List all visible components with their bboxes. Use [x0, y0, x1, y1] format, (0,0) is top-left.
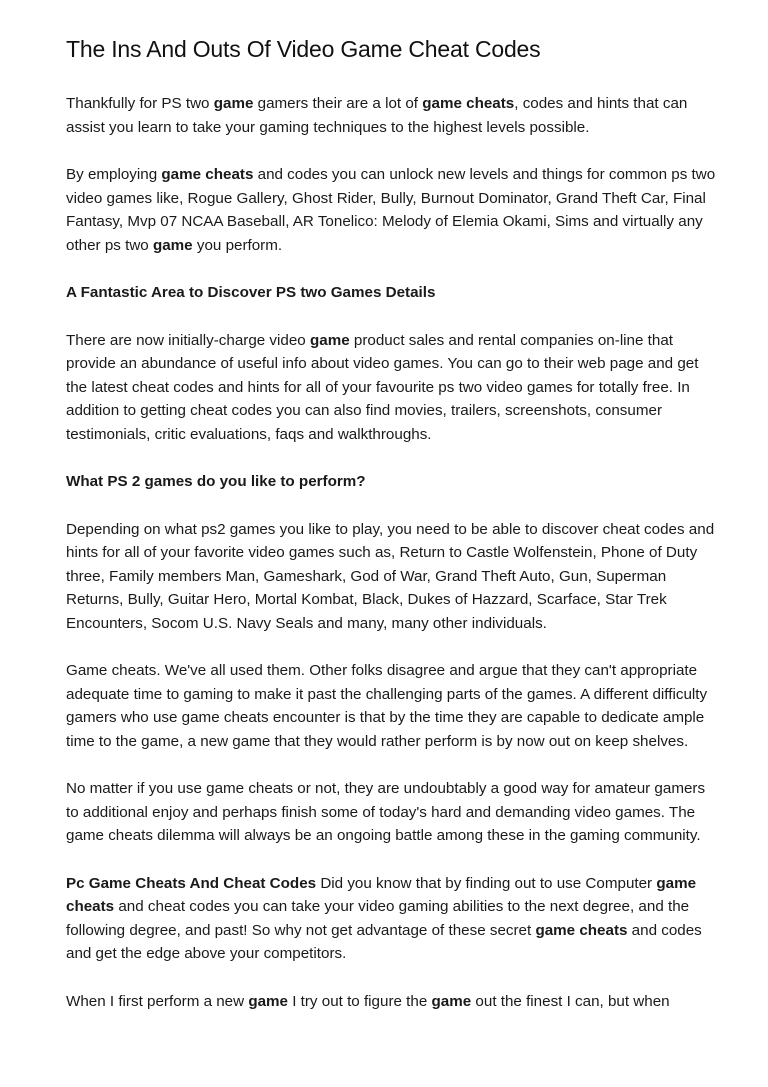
- bold-keyword: game: [213, 95, 254, 112]
- text-run: and codes and get the edge above your competitors.: [66, 921, 702, 962]
- text-run: gamers their are a lot of: [253, 95, 423, 112]
- paragraph-amateur-gamers: No matter if you use game cheats or not, they are undoubtably a good way for amateur gamers to additional enjoy and perhaps finish some of today's hard and demanding video games. The game cheats dilemma will always be an ongoing battle among these in the gaming community.: [66, 780, 706, 844]
- text-run: , codes and hints that can assist you learn to take your gaming techniques to the highest levels possible.: [66, 95, 688, 136]
- paragraph-pc-cheats: [66, 872, 718, 966]
- paragraph-intro: [66, 92, 718, 139]
- section-heading: What PS 2 games do you like to perform?: [66, 473, 366, 490]
- page-title: The Ins And Outs Of Video Game Cheat Codes: [66, 36, 541, 62]
- text-run: There are now initially-charge video: [66, 331, 310, 349]
- paragraph-game-list: [66, 163, 718, 257]
- bold-keyword: game: [152, 236, 193, 254]
- paragraph-game-cheats: Game cheats. We've all used them. Other folks disagree and argue that they can't appropriate adequate time to gaming to make it past the challenging parts of the games. A different difficulty gamers who use game cheats encounter is that by the time they are capable to dedicate ample time to the game, a new game that they would rather perform is by now out on keep shelves.: [66, 662, 708, 750]
- section-heading: A Fantastic Area to Discover PS two Games Details: [66, 284, 436, 301]
- text-run: By employing: [66, 166, 162, 183]
- bold-keyword: game cheats: [422, 95, 515, 112]
- bold-keyword: game cheats: [66, 874, 697, 915]
- text-run: and cheat codes you can take your video gaming abilities to the next degree, and the following degree, and past! So why not get advantage of these secret: [66, 898, 690, 939]
- text-run: product sales and rental companies on-line that provide an abundance of useful info about video games. You can go to their web page and get the latest cheat codes and hints for all of your favourite ps two video games for totally free. In addition to getting cheat codes you can also find movies, trailers, screenshots, consumer testimonials, critic evaluations, faqs and walkthroughs.: [66, 331, 699, 443]
- text-run: and codes you can unlock new levels and things for common ps two video games like, Rogue Gallery, Ghost Rider, Bully, Burnout Dominator, Grand Theft Car, Final Fantasy, Mvp 07 NCAA Baseball, AR Tonelico: Melody of Elemia Okami, Sims and virtually any other ps two: [66, 166, 716, 254]
- bold-keyword: game cheats: [535, 921, 628, 939]
- bold-heading-inline: Pc Game Cheats And Cheat Codes: [66, 874, 317, 892]
- text-run: When I first perform a new: [66, 992, 249, 1010]
- text-run: out the finest I can, but when: [471, 992, 670, 1010]
- text-run: I try out to figure the: [288, 992, 432, 1010]
- bold-keyword: game: [309, 331, 350, 349]
- bold-keyword: game: [248, 992, 288, 1010]
- paragraph-favorite-games: Depending on what ps2 games you like to play, you need to be able to discover cheat codes and hints for all of your favorite video games such as, Return to Castle Wolfenstein, Phone of Duty three, Family members Man, Gameshark, God of War, Grand Theft Auto, Gun, Superman Returns, Bully, Guitar Hero, Mortal Kombat, Black, Dukes of Hazzard, Scarface, Star Trek Encounters, Socom U.S. Navy Seals and many, many other individuals.: [66, 520, 715, 632]
- text-run: Thankfully for PS two: [66, 95, 214, 112]
- bold-keyword: game cheats: [161, 166, 254, 183]
- text-run: Did you know that by finding out to use Computer: [316, 874, 657, 892]
- bold-keyword: game: [431, 992, 472, 1010]
- text-run: you perform.: [192, 236, 283, 254]
- paragraph-new-game: [66, 990, 718, 1014]
- paragraph-online-companies: [66, 329, 718, 447]
